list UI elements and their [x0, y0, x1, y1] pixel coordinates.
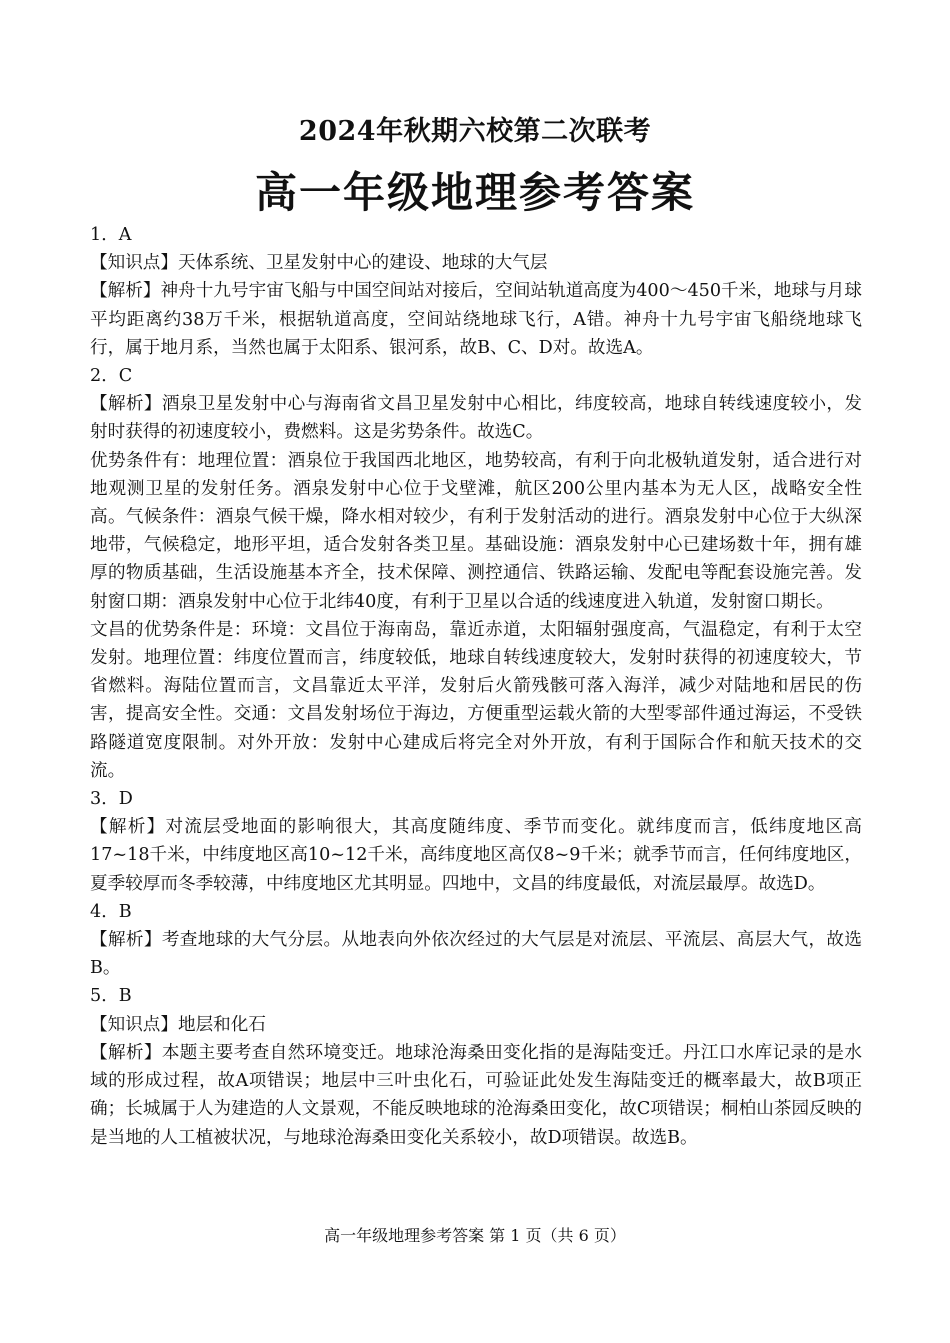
analysis-paragraph: 【解析】考查地球的大气分层。从地表向外依次经过的大气层是对流层、平流层、高层大气，故选B。 — [90, 930, 862, 979]
answer-number: 3．D — [90, 789, 133, 810]
answer-number: 5．B — [90, 986, 132, 1007]
answer-number: 1．A — [90, 225, 132, 245]
answer-number: 4．B — [90, 901, 132, 922]
answer-item-5 — [90, 982, 862, 1151]
analysis-paragraph: 文昌的优势条件是：环境：文昌位于海南岛，靠近赤道，太阳辐射强度高，气温稳定，有利于太空发射。地理位置：纬度位置而言，纬度较低，地球自转线速度较大，发射时获得的初速度较大，节省燃料。海陆位置而言，文昌靠近太平洋，发射后火箭残骸可落入海洋，减少对陆地和居民的伤害，提高安全性。交通：文昌发射场位于海边，方便重型运载火箭的大型零部件通过海运，不受铁路隧道宽度限制。对外开放：发射中心建成后将完全对外开放，有利于国际合作和航天技术的交流。 — [90, 619, 862, 781]
answer-item-4 — [90, 898, 862, 983]
answer-item-2 — [90, 362, 862, 785]
analysis-paragraph: 【解析】酒泉卫星发射中心与海南省文昌卫星发射中心相比，纬度较高，地球自转线速度较小，发射时获得的初速度较小，费燃料。这是劣势条件。故选C。 — [90, 394, 862, 443]
answer-item-1 — [90, 221, 862, 362]
answer-content — [90, 221, 862, 1152]
knowledge-point: 【知识点】地层和化石 — [90, 1014, 266, 1035]
page-footer: 高一年级地理参考答案 第 1 页（共 6 页） — [324, 1226, 626, 1245]
answer-item-3 — [90, 785, 862, 898]
knowledge-point: 【知识点】天体系统、卫星发射中心的建设、地球的大气层 — [90, 253, 548, 274]
exam-title: 2024年秋期六校第二次联考 — [298, 116, 652, 147]
answer-number: 2．C — [90, 366, 133, 387]
analysis-paragraph: 优势条件有：地理位置：酒泉位于我国西北地区，地势较高，有利于向北极轨道发射，适合进行对地观测卫星的发射任务。酒泉发射中心位于戈壁滩，航区200公里内基本为无人区，战略安全性高。气候条件：酒泉气候干燥，降水相对较少，有利于发射活动的进行。酒泉发射中心位于大纵深地带，气候稳定，地形平坦，适合发射各类卫星。基础设施：酒泉发射中心已建场数十年，拥有雄厚的物质基础，生活设施基本齐全，技术保障、测控通信、铁路运输、发配电等配套设施完善。发射窗口期：酒泉发射中心位于北纬40度，有利于卫星以合适的线速度进入轨道，发射窗口期长。 — [90, 450, 862, 612]
analysis-paragraph: 【解析】神舟十九号宇宙飞船与中国空间站对接后，空间站轨道高度为400～450千米，地球与月球平均距离约38万千米，根据轨道高度，空间站绕地球飞行，A错。神舟十九号宇宙飞船绕地球飞行，属于地月系，当然也属于太阳系、银河系，故B、C、D对。故选A。 — [90, 281, 862, 358]
analysis-paragraph: 【解析】本题主要考查自然环境变迁。地球沧海桑田变化指的是海陆变迁。丹江口水库记录的是水域的形成过程，故A项错误；地层中三叶虫化石，可验证此处发生海陆变迁的概率最大，故B项正确；长城属于人为建造的人文景观，不能反映地球的沧海桑田变化，故C项错误；桐柏山茶园反映的是当地的人工植被状况，与地球沧海桑田变化关系较小，故D项错误。故选B。 — [90, 1042, 862, 1148]
document-title: 高一年级地理参考答案 — [254, 168, 695, 217]
analysis-paragraph: 【解析】对流层受地面的影响很大，其高度随纬度、季节而变化。就纬度而言，低纬度地区高17~18千米，中纬度地区高10~12千米，高纬度地区高仅8~9千米；就季节而言，任何纬度地区，夏季较厚而冬季较薄，中纬度地区尤其明显。四地中，文昌的纬度最低，对流层最厚。故选D。 — [90, 817, 862, 894]
